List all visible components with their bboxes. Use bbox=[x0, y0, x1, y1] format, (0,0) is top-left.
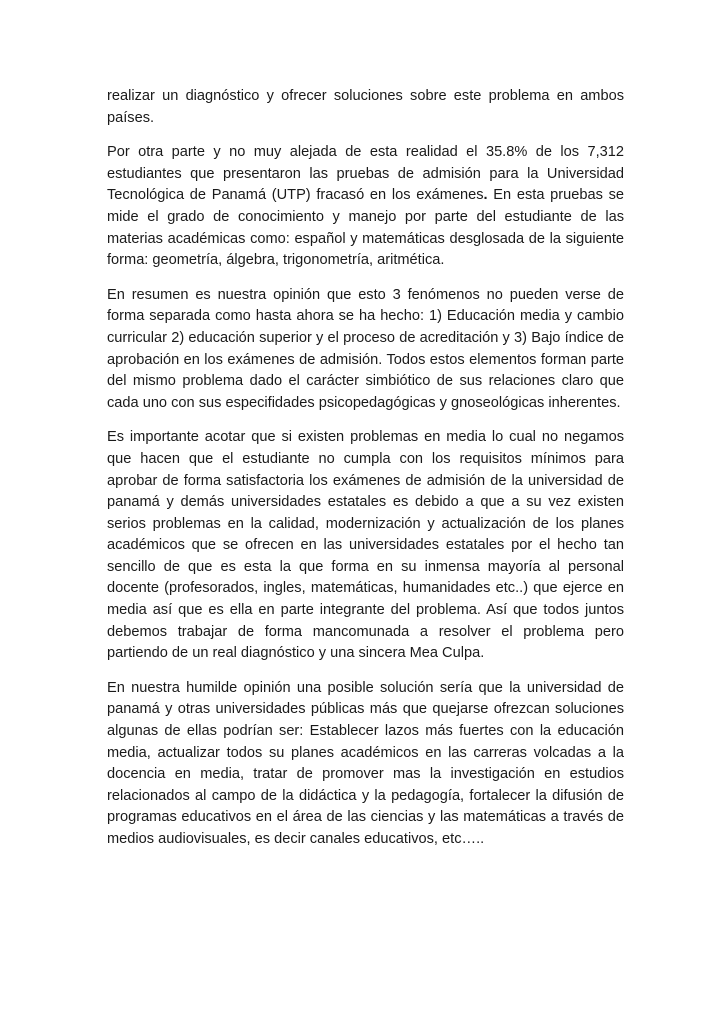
paragraph-2 bbox=[107, 142, 624, 272]
paragraph-3: En resumen es nuestra opinión que esto 3 fenómenos no pueden verse de forma separada como hasta ahora se ha hecho: 1) Educación media y cambio curricular 2) educación superior y el proceso de acreditación y 3) Bajo índice de aprobación en los exámenes de admisión. Todos estos elementos forman parte del mismo problema dado el carácter simbiótico de sus relaciones claro que cada uno con sus especifidades psicopedagógicas y gnoseológicas inherentes. bbox=[107, 286, 624, 411]
paragraph-1: realizar un diagnóstico y ofrecer soluciones sobre este problema en ambos países. bbox=[107, 88, 624, 126]
paragraph-4: Es importante acotar que si existen problemas en media lo cual no negamos que hacen que el estudiante no cumpla con los requisitos mínimos para aprobar de forma satisfactoria los exámenes de admisión de la universidad de panamá y demás universidades estatales es debido a que a su vez existen serios problemas en la calidad, modernización y actualización de los planes académicos que se ofrecen en las universidades estatales por el hecho tan sencillo de que es esta la que forma en su inmensa mayoría al personal docente (profesorados, ingles, matemáticas, humanidades etc..) que ejerce en media así que es ella en parte integrante del problema. Así que todos juntos debemos trabajar de forma mancomunada a resolver el problema pero partiendo de un real diagnóstico y una sincera Mea Culpa. bbox=[107, 429, 624, 662]
paragraph-2-text-after: En esta pruebas se mide el grado de conocimiento y manejo por parte del estudiante de las materias académicas como: español y matemáticas desglosada de la siguiente forma: geometría, álgebra, trigonometría, aritmética. bbox=[107, 187, 624, 269]
paragraph-2-text-before: Por otra parte y no muy alejada de esta realidad el 35.8% de los 7,312 estudiantes que presentaron las pruebas de admisión para la Universidad Tecnológica de Panamá (UTP) fracasó en los exámenes bbox=[107, 144, 624, 204]
paragraph-5: En nuestra humilde opinión una posible solución sería que la universidad de panamá y otras universidades públicas más que quejarse ofrezcan soluciones algunas de ellas podrían ser: Establecer lazos más fuertes con la educación media, actualizar todos su planes académicos en las carreras volcadas a la docencia en media, tratar de promover mas la investigación en estudios relacionados al campo de la didáctica y la pedagogía, fortalecer la difusión de programas educativos en el área de las ciencias y las matemáticas a través de medios audiovisuales, es decir canales educativos, etc….. bbox=[107, 679, 624, 847]
paragraph-2-bold-mark: . bbox=[483, 187, 488, 204]
document-page bbox=[107, 86, 624, 864]
